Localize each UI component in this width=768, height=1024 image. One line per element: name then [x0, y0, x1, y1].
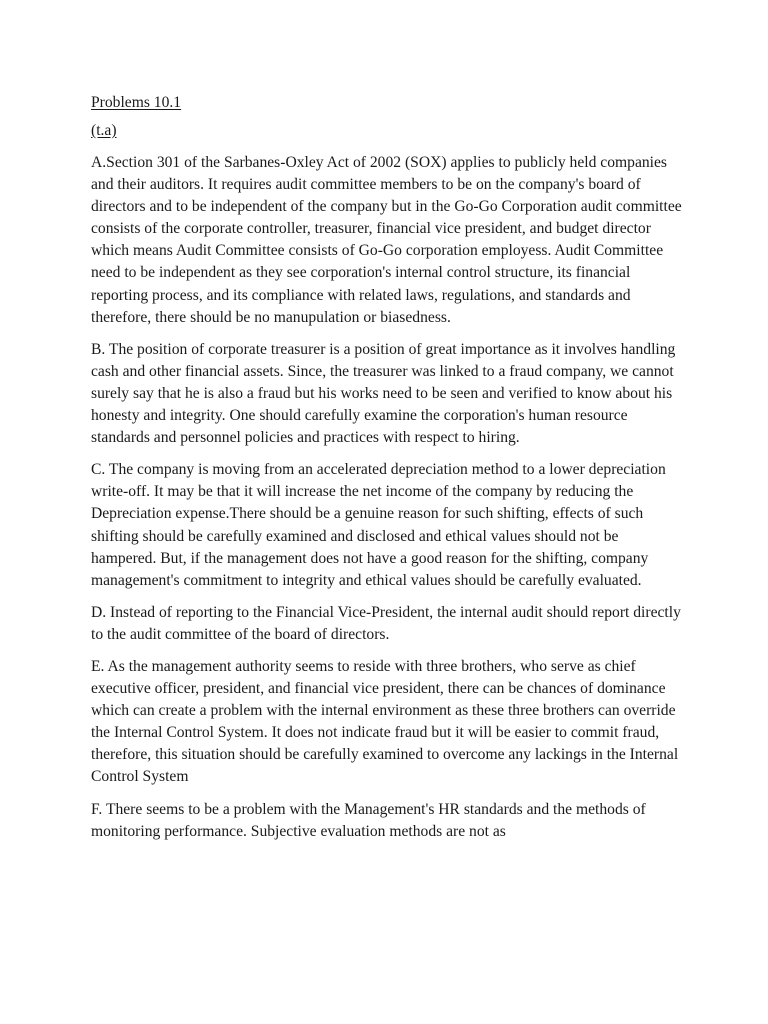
paragraph-e: E. As the management authority seems to reside with three brothers, who serve as chief executive officer, president, and financial vice president, there can be chances of dominance which can create a problem with the internal environment as these three brothers can override the Internal Control System. It does not indicate fraud but it will be easier to commit fraud, therefore, this situation should be carefully examined to overcome any lackings in the Internal Control System: [91, 657, 679, 786]
paragraph-d: D. Instead of reporting to the Financial Vice-President, the internal audit should report directly to the audit committee of the board of directors.: [91, 603, 681, 643]
section-label: (t.a): [91, 122, 117, 139]
paragraph-c: C. The company is moving from an accelerated depreciation method to a lower depreciation write-off. It may be that it will increase the net income of the company by reducing the Depreciation expense.There should be a genuine reason for such shifting, effects of such shifting should be carefully examined and disclosed and ethical values should not be hampered. But, if the management does not have a good reason for the shifting, company management's commitment to integrity and ethical values should be carefully evaluated.: [91, 461, 666, 589]
paragraph-f: F. There seems to be a problem with the Management's HR standards and the methods of monitoring performance. Subjective evaluation methods are not as: [91, 800, 646, 840]
paragraph-b: B. The position of corporate treasurer is a position of great importance as it involves handling cash and other financial assets. Since, the treasurer was linked to a fraud company, we cannot surely say that he is also a fraud but his works need to be seen and verified to know about his honesty and integrity. One should carefully examine the corporation's human resource standards and personnel policies and practices with respect to hiring.: [91, 340, 676, 447]
paragraph-a: A.Section 301 of the Sarbanes-Oxley Act of 2002 (SOX) applies to publicly held companies and their auditors. It requires audit committee members to be on the company's board of directors and to be independent of the company but in the Go-Go Corporation audit committee consists of the corporate controller, treasurer, financial vice president, and budget director which means Audit Committee consists of Go-Go corporation employess. Audit Committee need to be independent as they see corporation's internal control structure, its financial reporting process, and its compliance with related laws, regulations, and standards and therefore, there should be no manupulation or biasedness.: [91, 154, 682, 326]
document-page: [91, 92, 687, 853]
document-title: Problems 10.1: [91, 94, 182, 111]
